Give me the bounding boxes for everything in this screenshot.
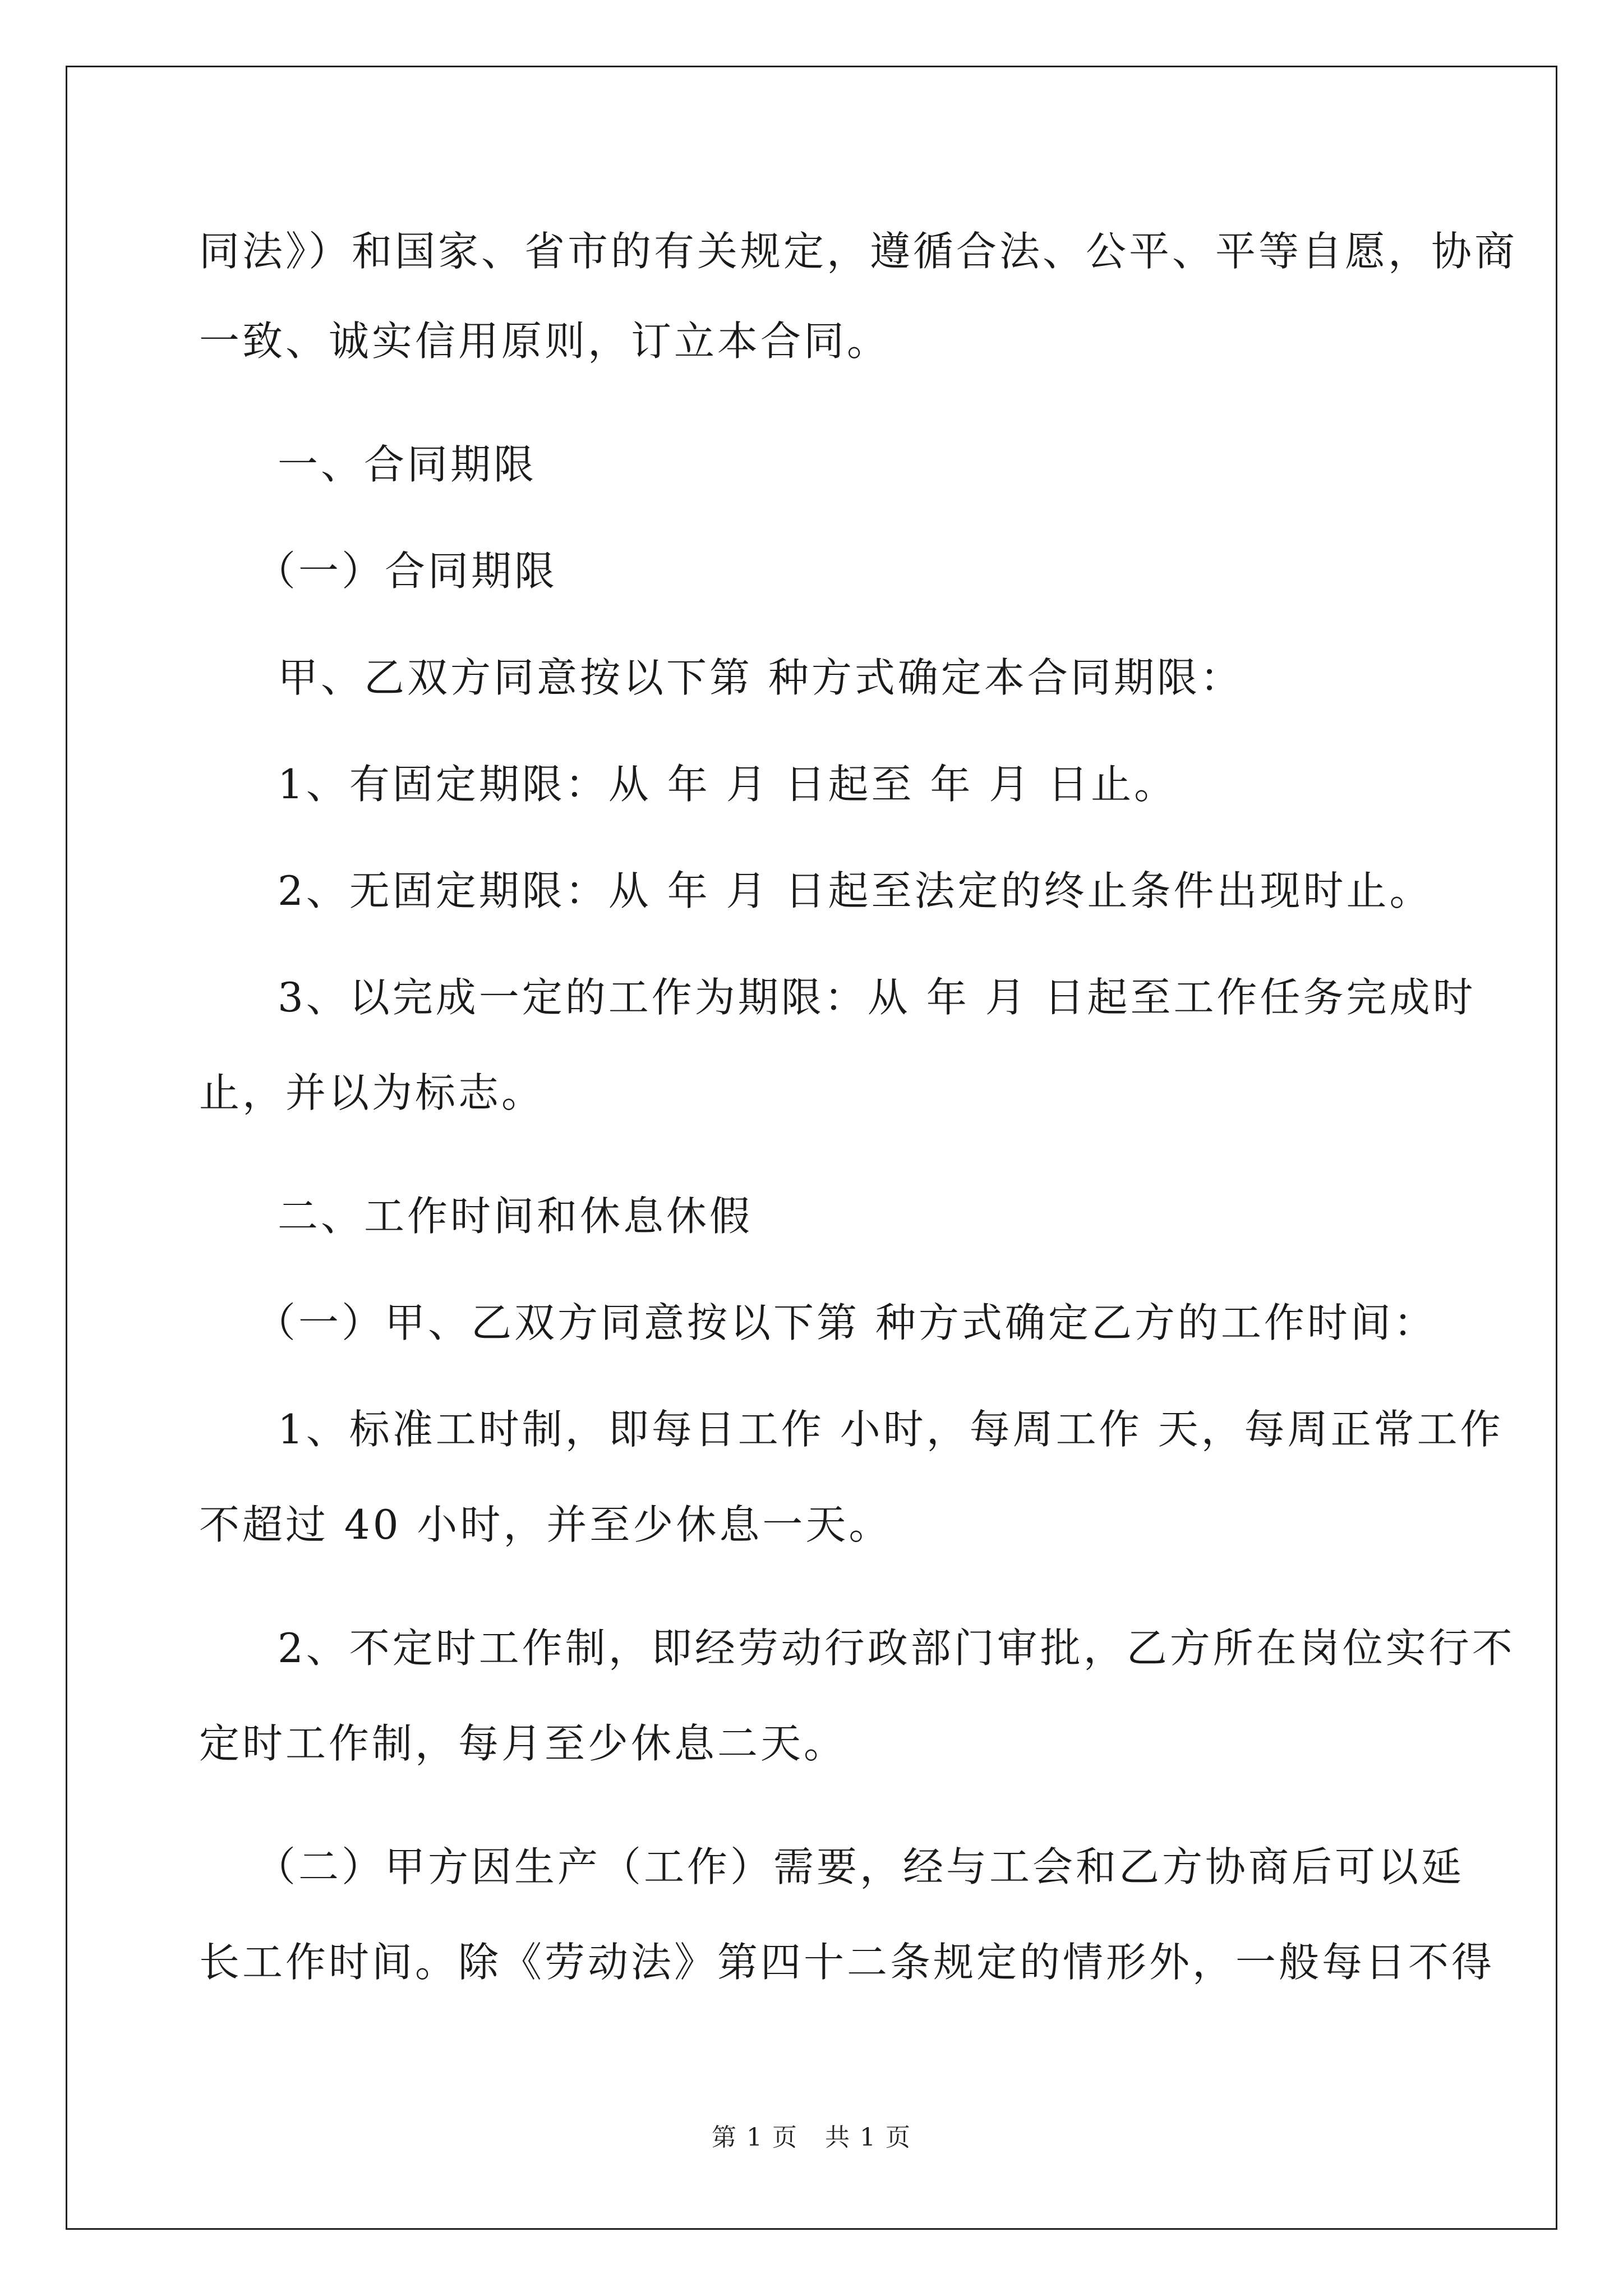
page-footer: 第 1 页 共 1 页 xyxy=(712,2123,911,2152)
subsection-heading: （一）合同期限 xyxy=(255,547,558,595)
paragraph-line: 不超过 40 小时，并至少休息一天。 xyxy=(199,1501,892,1548)
paragraph-line: 长工作时间。除《劳动法》第四十二条规定的情形外，一般每日不得 xyxy=(199,1939,1495,1986)
paragraph-line: （二）甲方因生产（工作）需要，经与工会和乙方协商后可以延 xyxy=(255,1843,1465,1890)
paragraph-line: 1、有固定期限：从 年 月 日起至 年 月 日止。 xyxy=(278,761,1178,808)
section-heading: 一、合同期限 xyxy=(278,441,537,488)
paragraph-line: 定时工作制，每月至少休息二天。 xyxy=(199,1720,847,1767)
paragraph-line: 2、不定时工作制，即经劳动行政部门审批，乙方所在岗位实行不 xyxy=(278,1625,1515,1672)
page-border xyxy=(66,66,1557,2230)
paragraph-line: 3、以完成一定的工作为期限：从 年 月 日起至工作任务完成时 xyxy=(278,974,1476,1021)
section-heading: 二、工作时间和休息休假 xyxy=(278,1193,753,1240)
paragraph-line: 甲、乙双方同意按以下第 种方式确定本合同期限： xyxy=(278,654,1243,701)
paragraph-line: （一）甲、乙双方同意按以下第 种方式确定乙方的工作时间： xyxy=(255,1299,1437,1346)
paragraph-line: 1、标准工时制，即每日工作 小时，每周工作 天，每周正常工作 xyxy=(278,1406,1504,1453)
paragraph-line: 2、无固定期限：从 年 月 日起至法定的终止条件出现时止。 xyxy=(278,867,1433,914)
paragraph-line: 一致、诚实信用原则，订立本合同。 xyxy=(199,318,891,365)
paragraph-line: 同法》）和国家、省市的有关规定，遵循合法、公平、平等自愿，协商 xyxy=(199,228,1518,275)
paragraph-line: 止，并以为标志。 xyxy=(199,1069,545,1116)
